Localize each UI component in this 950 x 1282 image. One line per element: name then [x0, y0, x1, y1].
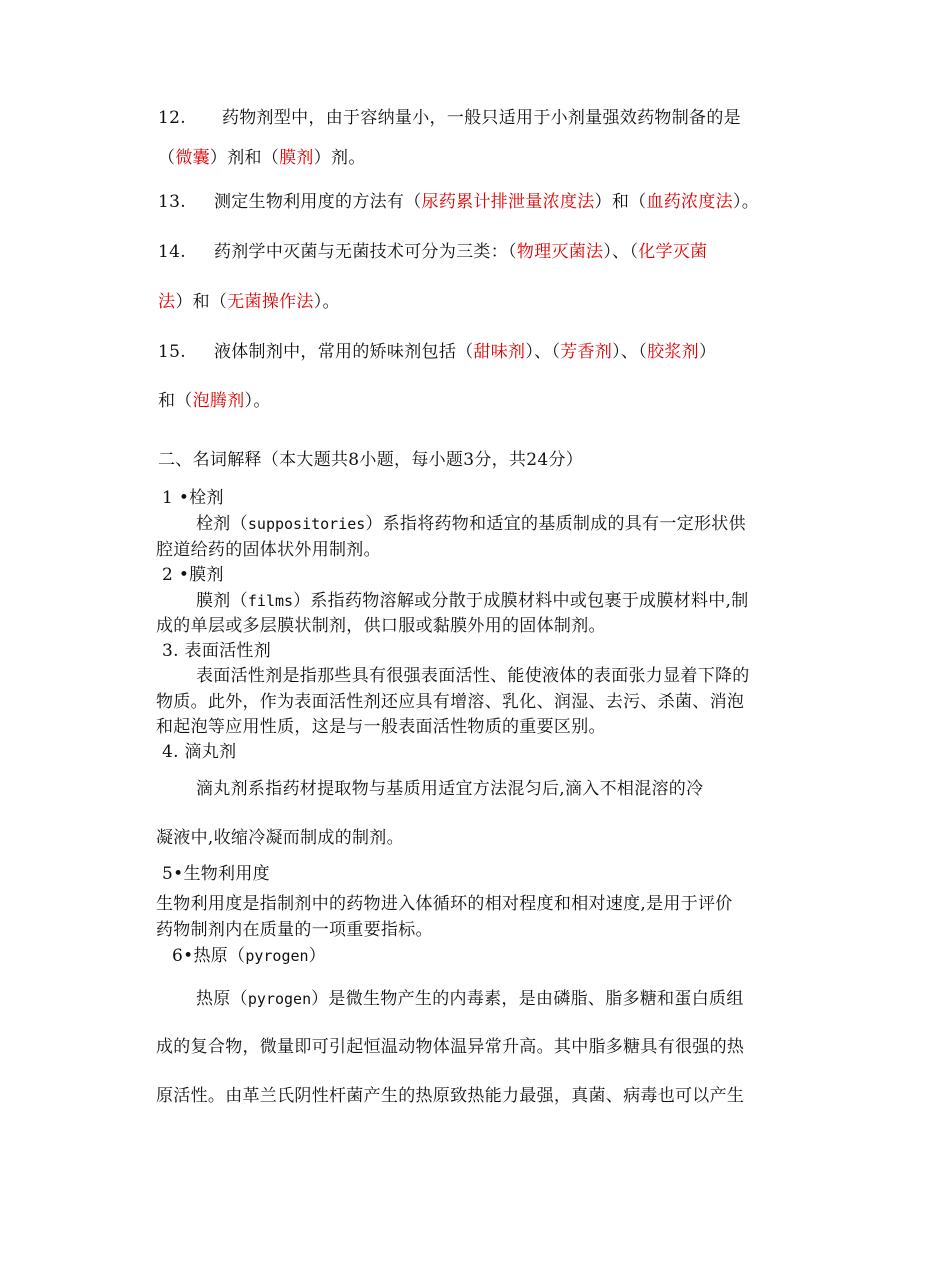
text-fragment: 栓剂（: [196, 514, 248, 534]
answer-blank: 血药浓度法: [646, 192, 733, 212]
answer-blank: 胶浆剂: [647, 342, 699, 362]
term-title: 4. 滴丸剂: [162, 742, 237, 762]
term-title: [172, 944, 326, 968]
question-text: 药物剂型中，由于容纳量小，一般只适用于小剂量强效药物制备的是: [221, 108, 741, 128]
term-definition-line: 腔道给药的固体状外用制剂。: [156, 540, 381, 560]
term-definition-line: [196, 512, 746, 536]
text-fragment: ）。: [732, 192, 760, 212]
term-title: 2 •膜剂: [162, 565, 224, 585]
question-number: 14.: [158, 242, 186, 262]
question-14-line1: [158, 240, 707, 264]
text-fragment: ）。: [244, 391, 271, 411]
answer-blank: 尿药累计排泄量浓度法: [421, 192, 595, 212]
answer-blank: 膜剂: [279, 148, 314, 168]
question-number: 13.: [158, 192, 186, 212]
text-fragment: 测定生物利用度的方法有（: [213, 192, 422, 212]
term-definition-line: 滴丸剂系指药材提取物与基质用适宜方法混匀后,滴入不相混溶的冷: [196, 779, 704, 799]
term-definition-line: 药物制剂内在质量的一项重要指标。: [156, 920, 433, 940]
answer-blank: 微囊: [175, 148, 210, 168]
text-fragment: 药剂学中灭菌与无菌技术可分为三类：（: [213, 242, 517, 262]
answer-blank: 无菌操作法: [227, 292, 314, 312]
text-fragment: ）、（: [525, 342, 561, 362]
question-14-line2: [158, 290, 340, 314]
text-fragment: ）是微生物产生的内毒素，是由磷脂、脂多糖和蛋白质组: [311, 989, 744, 1009]
answer-blank: 甜味剂: [473, 342, 526, 362]
term-definition-line: [196, 987, 744, 1011]
text-fragment: ）和（: [594, 192, 647, 212]
english-term: pyrogen: [247, 990, 312, 1008]
english-term: pyrogen: [245, 947, 309, 965]
english-term: suppositories: [247, 515, 366, 533]
question-15-line1: [158, 340, 716, 364]
term-definition-line: 表面活性剂是指那些具有很强表面活性、能使液体的表面张力显着下降的: [196, 666, 750, 686]
text-fragment: ）: [698, 342, 717, 362]
text-fragment: ）剂。: [313, 148, 366, 168]
term-title: 3. 表面活性剂: [162, 641, 272, 661]
term-definition-line: 原活性。由革兰氏阴性杆菌产生的热原致热能力最强，真菌、病毒也可以产生: [156, 1086, 745, 1106]
question-12-line2: [158, 146, 366, 170]
answer-blank: 芳香剂: [560, 342, 613, 362]
question-number: 12.: [158, 108, 186, 128]
answer-blank: 物理灭菌法: [516, 242, 604, 262]
text-fragment: ）、（: [603, 242, 639, 262]
term-definition-line: 生物利用度是指制剂中的药物进入体循环的相对程度和相对速度,是用于评价: [156, 894, 733, 914]
answer-blank: 法: [158, 292, 176, 312]
term-definition-line: [196, 589, 749, 613]
text-fragment: 膜剂（: [196, 591, 248, 611]
punct: （: [158, 148, 176, 168]
text-fragment: 热原（: [196, 989, 248, 1009]
answer-blank: 泡腾剂: [192, 391, 245, 411]
text-fragment: ）系指将药物和适宜的基质制成的具有一定形状供: [365, 514, 746, 534]
question-number: 15.: [158, 342, 186, 362]
term-definition-line: 物质。此外，作为表面活性剂还应具有增溶、乳化、润湿、去污、杀菌、消泡: [156, 692, 745, 712]
answer-blank: 化学灭菌: [638, 242, 708, 262]
question-12-line1: [158, 106, 741, 130]
text-fragment: 液体制剂中，常用的矫味剂包括（: [213, 342, 474, 362]
term-definition-line: 凝液中,收缩冷凝而制成的制剂。: [156, 828, 404, 848]
text-fragment: ）剂和（: [209, 148, 280, 168]
text-fragment: ）系指药物溶解或分散于成膜材料中或包裹于成膜材料中,制: [293, 591, 749, 611]
term-title: 5•生物利用度: [162, 864, 270, 884]
text-fragment: 和（: [158, 391, 193, 411]
term-definition-line: 成的单层或多层膜状制剂，供口服或黏膜外用的固体制剂。: [156, 616, 606, 636]
question-13-line1: [158, 190, 759, 214]
term-definition-line: 和起泡等应用性质，这是与一般表面活性物质的重要区别。: [156, 717, 606, 737]
text-fragment: ）、（: [612, 342, 648, 362]
text-fragment: ）。: [313, 292, 340, 312]
text-fragment: ）和（: [175, 292, 228, 312]
section-heading: 二、名词解释（本大题共8小题，每小题3分，共24分）: [158, 450, 584, 470]
term-title: 1 •栓剂: [162, 488, 224, 508]
text-fragment: ）: [308, 946, 326, 966]
term-definition-line: 成的复合物，微量即可引起恒温动物体温异常升高。其中脂多糖具有很强的热: [156, 1037, 745, 1057]
text-fragment: 6•热原（: [172, 946, 246, 966]
english-term: films: [247, 592, 294, 610]
question-15-line2: [158, 389, 271, 413]
